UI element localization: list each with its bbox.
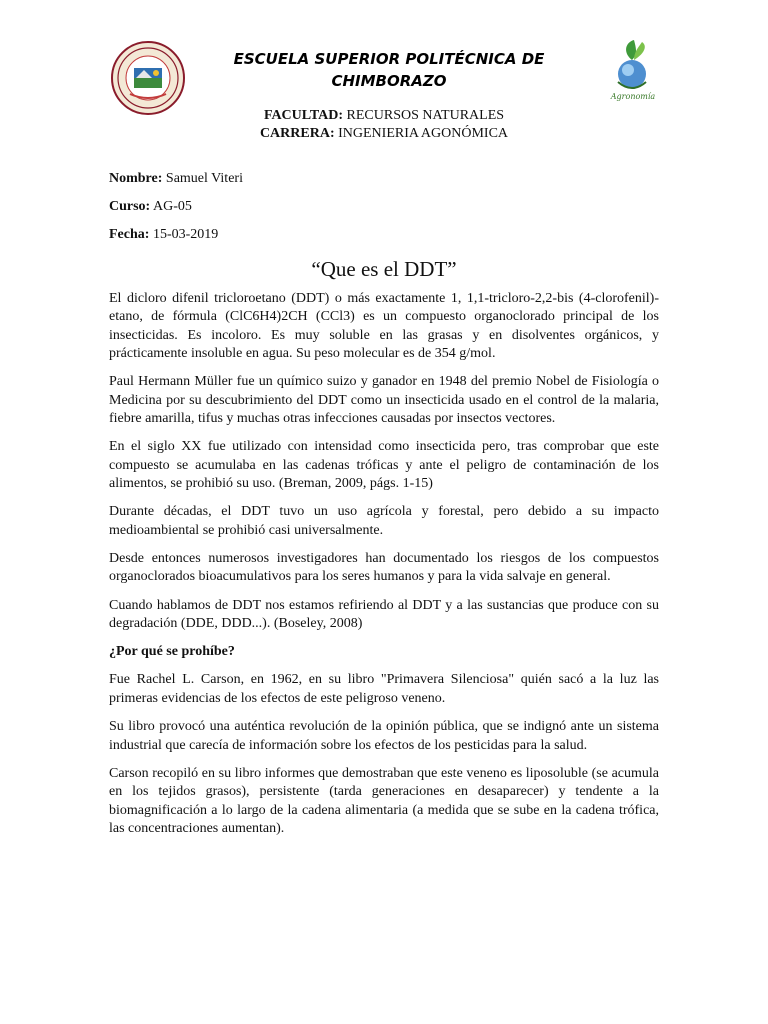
faculty-value: RECURSOS NATURALES — [346, 108, 505, 123]
section-heading: ¿Por qué se prohíbe? — [109, 644, 235, 660]
date-value: 15-03-2019 — [152, 227, 219, 242]
faculty-line — [180, 107, 588, 125]
date-label: Fecha: — [109, 227, 150, 242]
course-value: AG-05 — [152, 199, 192, 214]
body-paragraph: Paul Hermann Müller fue un químico suizo y ganador en 1948 del premio Nobel de Fisiología o Medicina por su descubrimiento del DDT como un insecticida usado en el control de la malaria, fiebre amarilla, tifus y muchas otras infecciones causadas por insectos vectores. — [109, 374, 659, 427]
date-line — [109, 226, 218, 244]
course-line — [109, 198, 192, 216]
body-paragraph: Fue Rachel L. Carson, en 1962, en su libro "Primavera Silenciosa" quién sacó a la luz las primeras evidencias de los efectos de este peligroso veneno. — [109, 672, 659, 706]
course-label: Curso: — [109, 199, 151, 214]
name-label: Nombre: — [109, 171, 163, 186]
student-name-line — [109, 170, 243, 188]
career-line — [180, 125, 588, 143]
body-paragraph: Su libro provocó una auténtica revolución de la opinión pública, que se indignó ante un sistema industrial que carecía de información sobre los efectos de los pesticidas para la salud. — [109, 719, 659, 753]
document-title: “Que es el DDT” — [311, 257, 457, 281]
document-body — [109, 290, 659, 848]
career-value: INGENIERIA AGONÓMICA — [338, 126, 509, 141]
body-paragraph: En el siglo XX fue utilizado con intensidad como insecticida pero, tras comprobar que este compuesto se acumulaba en las cadenas tróficas y ante el peligro de contaminación de los alimentos, se prohibió su uso. (Breman, 2009, págs. 1-15) — [109, 439, 659, 492]
name-value: Samuel Viteri — [165, 171, 243, 186]
body-paragraph: Desde entonces numerosos investigadores han documentado los riesgos de los compuestos organoclorados bioacumulativos para los seres humanos y para la vida salvaje en general. — [109, 551, 659, 585]
career-label: CARRERA: — [259, 126, 335, 141]
faculty-label: FACULTAD: — [263, 108, 344, 123]
espoch-seal-icon — [110, 40, 186, 116]
faculty-block — [180, 107, 588, 143]
body-paragraph: El dicloro difenil tricloroetano (DDT) o más exactamente 1, 1,1-tricloro-2,2-bis (4-clorofenil)-etano, de fórmula (ClC6H4)2CH (CCl3) es un compuesto organoclorado principal de los insecticidas. Es incoloro. Es muy soluble en las grasas y en disolventes orgánicos, y prácticamente insoluble en agua. Su peso molecular es de 354 g/mol. — [109, 291, 659, 362]
agronomia-logo-text: Agronomía — [610, 92, 656, 101]
body-paragraph: Durante décadas, el DDT tuvo un uso agrícola y forestal, pero debido a su impacto medioambiental se prohibió casi universalmente. — [109, 504, 659, 538]
school-name: ESCUELA SUPERIOR POLITÉCNICA DE CHIMBORAZO — [233, 50, 545, 90]
body-paragraph: Carson recopiló en su libro informes que demostraban que este veneno es liposoluble (se acumula en los tejidos grasos), persistente (tarda generaciones en desaparecer) y tendente a la biomagnificación a lo largo de la cadena alimentaria (a medida que se sube en la cadena trófica, las concentraciones aumentan). — [109, 765, 659, 836]
body-paragraph: Cuando hablamos de DDT nos estamos refiriendo al DDT y a las sustancias que produce con su degradación (DDE, DDD...). (Boseley, 2008) — [109, 597, 659, 632]
